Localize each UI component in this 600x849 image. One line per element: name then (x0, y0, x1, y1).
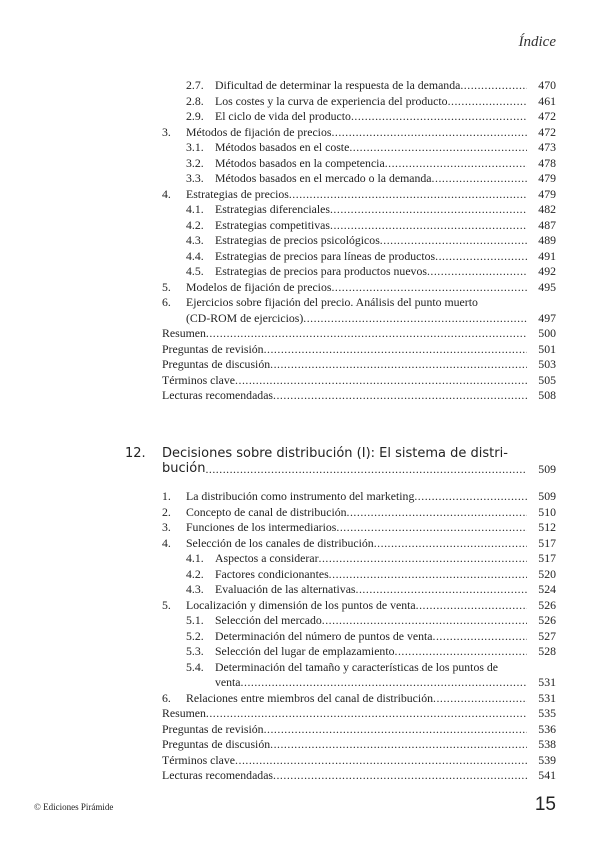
entry-page: 492 (538, 264, 556, 278)
entry-page: 526 (538, 597, 556, 612)
page-number: 15 (534, 794, 556, 815)
entry-title: Los costes y la curva de experiencia del producto (215, 93, 448, 108)
leader-dots (264, 722, 527, 738)
toc-entry (0, 753, 600, 769)
toc-entry (0, 598, 600, 614)
entry-number: 3. (162, 520, 171, 534)
toc-entry (0, 675, 600, 691)
entry-page: 524 (538, 582, 556, 596)
entry-title: Factores condicionantes (215, 566, 329, 581)
entry-number: 5. (162, 597, 171, 612)
entry-number: 4. (162, 535, 171, 550)
entry-title: Selección del lugar de emplazamiento (215, 644, 395, 658)
entry-number: 4.2. (186, 566, 204, 581)
entry-title: Métodos basados en la competencia (215, 155, 385, 170)
leader-dots (205, 461, 527, 477)
entry-title: Estrategias diferenciales (215, 202, 330, 216)
entry-page: 509 (538, 489, 556, 503)
leader-dots (380, 233, 527, 249)
leader-dots (289, 187, 527, 203)
entry-title: Selección del mercado (215, 613, 322, 627)
entry-number: 4.5. (186, 264, 204, 278)
leader-dots (374, 536, 527, 552)
leader-dots (427, 264, 527, 280)
entry-page: 539 (538, 752, 556, 767)
toc-entry (0, 551, 600, 567)
entry-title: Resumen (162, 706, 206, 720)
entry-title: Dificultad de determinar la respuesta de la demanda (215, 78, 461, 92)
entry-number: 4.1. (186, 202, 204, 216)
toc-entry (0, 125, 600, 141)
entry-page: 512 (538, 520, 556, 534)
toc-entry (0, 737, 600, 753)
entry-page: 479 (538, 171, 556, 185)
leader-dots (416, 598, 527, 614)
entry-number: 2.9. (186, 109, 204, 123)
entry-page: 528 (538, 644, 556, 658)
entry-title: Relaciones entre miembros del canal de distribución (186, 690, 433, 705)
entry-title: Preguntas de revisión (162, 721, 264, 736)
leader-dots (460, 78, 527, 94)
entry-title: Lecturas recomendadas (162, 768, 274, 782)
leader-dots (273, 388, 527, 404)
entry-number: 4.3. (186, 582, 204, 596)
entry-number: 4.2. (186, 217, 204, 232)
toc-entry (0, 202, 600, 218)
entry-title: (CD-ROM de ejercicios) (186, 310, 304, 325)
leader-dots (235, 373, 527, 389)
toc-entry (0, 187, 600, 203)
toc-entry (0, 295, 600, 311)
entry-page: 472 (538, 109, 556, 123)
leader-dots (331, 125, 527, 141)
leader-dots (303, 311, 527, 327)
entry-page: 536 (538, 721, 556, 736)
leader-dots (336, 520, 527, 536)
toc-entry (0, 171, 600, 187)
toc-entry (0, 156, 600, 172)
leader-dots (349, 140, 527, 156)
entry-title: Aspectos a considerar (215, 551, 319, 565)
entry-title: Términos clave (162, 752, 236, 767)
entry-number: 6. (162, 295, 171, 309)
entry-number: 2.7. (186, 78, 204, 92)
entry-page: 505 (538, 372, 556, 387)
entry-title: Métodos basados en el coste (215, 140, 350, 154)
running-header: Índice (518, 34, 556, 50)
entry-page: 508 (538, 388, 556, 402)
leader-dots (435, 249, 527, 265)
entry-number: 5.1. (186, 613, 204, 627)
toc-entry (0, 388, 600, 404)
entry-page: 520 (538, 566, 556, 581)
toc-entry (0, 613, 600, 629)
leader-dots (347, 505, 527, 521)
entry-number: 4.1. (186, 551, 204, 565)
entry-page: 510 (538, 504, 556, 519)
entry-number: 4.4. (186, 248, 204, 263)
entry-page: 491 (538, 248, 556, 263)
entry-title: La distribución como instrumento del marketing (186, 489, 415, 503)
toc-entry (0, 536, 600, 552)
chapter-page: 509 (538, 462, 556, 476)
entry-page: 526 (538, 613, 556, 627)
leader-dots (433, 691, 527, 707)
entry-number: 2. (162, 504, 171, 519)
entry-title: Resumen (162, 326, 206, 340)
entry-page: 470 (538, 78, 556, 92)
entry-page: 489 (538, 233, 556, 247)
entry-number: 3.2. (186, 155, 204, 170)
toc-entry (0, 582, 600, 598)
entry-number: 5.4. (186, 659, 204, 674)
entry-title: Preguntas de discusión (162, 737, 271, 751)
entry-title: Lecturas recomendadas (162, 388, 274, 402)
entry-page: 472 (538, 124, 556, 139)
entry-title: Estrategias de precios para productos nuevos (215, 264, 427, 278)
entry-title: Determinación del tamaño y características de los puntos de (215, 659, 499, 674)
entry-page: 531 (538, 675, 556, 689)
leader-dots (331, 280, 527, 296)
entry-title: Selección de los canales de distribución (186, 535, 374, 550)
toc-section-chapter-11-end (0, 78, 600, 404)
toc-entry (0, 357, 600, 373)
toc-entry (0, 768, 600, 784)
entry-title: Estrategias de precios (186, 186, 289, 201)
leader-dots (270, 357, 527, 373)
toc-entry (0, 280, 600, 296)
toc-entry (0, 629, 600, 645)
leader-dots (206, 326, 527, 342)
entry-page: 500 (538, 326, 556, 340)
entry-page: 495 (538, 279, 556, 294)
entry-title: Estrategias competitivas (215, 217, 330, 232)
entry-page: 538 (538, 737, 556, 751)
entry-page: 541 (538, 768, 556, 782)
toc-entry (0, 109, 600, 125)
entry-page: 527 (538, 628, 556, 643)
entry-title: Estrategias de precios para líneas de productos (215, 248, 436, 263)
leader-dots (356, 582, 527, 598)
entry-number: 3.3. (186, 171, 204, 185)
entry-title: Métodos de fijación de precios (186, 124, 332, 139)
entry-title: Concepto de canal de distribución (186, 504, 347, 519)
toc-entry (0, 233, 600, 249)
leader-dots (264, 342, 527, 358)
entry-title: Modelos de fijación de precios (186, 279, 332, 294)
toc-entry (0, 567, 600, 583)
entry-number: 4. (162, 186, 171, 201)
leader-dots (273, 768, 527, 784)
entry-title: Evaluación de las alternativas (215, 582, 356, 596)
chapter-number: 12. (125, 446, 146, 461)
toc-entry (0, 326, 600, 342)
entry-title: Términos clave (162, 372, 236, 387)
entry-title: Funciones de los intermediarios (186, 520, 337, 534)
toc-entry (0, 691, 600, 707)
leader-dots (319, 551, 527, 567)
toc-entry (0, 489, 600, 505)
entry-number: 5.3. (186, 644, 204, 658)
leader-dots (235, 753, 527, 769)
toc-entry (0, 218, 600, 234)
toc-entry (0, 249, 600, 265)
leader-dots (385, 156, 527, 172)
entry-page: 531 (538, 690, 556, 705)
entry-number: 5. (162, 279, 171, 294)
entry-title: Métodos basados en el mercado o la demanda (215, 171, 432, 185)
leader-dots (330, 218, 527, 234)
entry-number: 5.2. (186, 628, 204, 643)
leader-dots (351, 109, 527, 125)
toc-entry (0, 264, 600, 280)
entry-title: El ciclo de vida del producto (215, 109, 351, 123)
entry-number: 3.1. (186, 140, 204, 154)
entry-number: 4.3. (186, 233, 204, 247)
entry-page: 479 (538, 186, 556, 201)
entry-number: 2.8. (186, 93, 204, 108)
entry-title: Localización y dimensión de los puntos de venta (186, 597, 416, 612)
leader-dots (448, 94, 527, 110)
entry-title: Preguntas de revisión (162, 341, 264, 356)
entry-page: 478 (538, 155, 556, 170)
toc-entry (0, 373, 600, 389)
entry-page: 517 (538, 535, 556, 550)
leader-dots (414, 489, 527, 505)
chapter-title-line1: Decisiones sobre distribución (I): El sistema de distri- (162, 446, 508, 461)
toc-entry (0, 342, 600, 358)
entry-title: Ejercicios sobre fijación del precio. Análisis del punto muerto (186, 295, 478, 309)
leader-dots (329, 567, 527, 583)
entry-page: 517 (538, 551, 556, 565)
entry-page: 497 (538, 310, 556, 325)
leader-dots (206, 706, 527, 722)
leader-dots (330, 202, 527, 218)
entry-number: 1. (162, 489, 171, 503)
entry-title: Preguntas de discusión (162, 357, 271, 371)
toc-entry (0, 78, 600, 94)
publisher-credit: © Ediciones Pirámide (34, 802, 114, 812)
entry-page: 473 (538, 140, 556, 154)
leader-dots (395, 644, 528, 660)
toc-entry (0, 722, 600, 738)
entry-page: 461 (538, 93, 556, 108)
toc-entry (0, 644, 600, 660)
entry-title: venta (215, 675, 241, 689)
toc-entry (0, 520, 600, 536)
toc-entry (0, 140, 600, 156)
toc-entry (0, 94, 600, 110)
leader-dots (432, 171, 527, 187)
leader-dots (270, 737, 527, 753)
entry-page: 501 (538, 341, 556, 356)
entry-title: Determinación del número de puntos de venta (215, 628, 433, 643)
entry-page: 482 (538, 202, 556, 216)
toc-entry (0, 311, 600, 327)
entry-number: 3. (162, 124, 171, 139)
entry-page: 503 (538, 357, 556, 371)
toc-entry (0, 505, 600, 521)
leader-dots (322, 613, 527, 629)
entry-page: 535 (538, 706, 556, 720)
entry-number: 6. (162, 690, 171, 705)
chapter-title-line2: bución (162, 461, 206, 476)
leader-dots (433, 629, 527, 645)
toc-section-chapter-12 (0, 489, 600, 784)
toc-entry (0, 706, 600, 722)
entry-page: 487 (538, 217, 556, 232)
toc-entry (0, 660, 600, 676)
entry-title: Estrategias de precios psicológicos (215, 233, 380, 247)
leader-dots (241, 675, 527, 691)
